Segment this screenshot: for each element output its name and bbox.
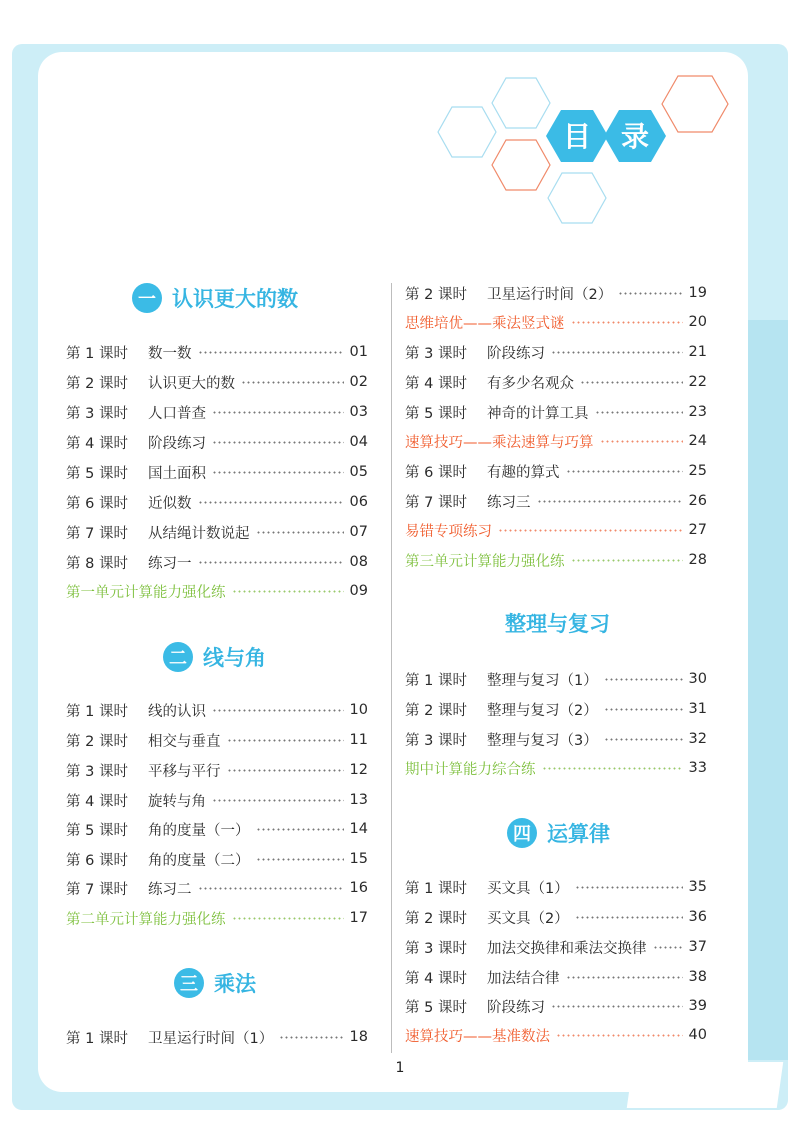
topic-label: 加法交换律和乘法交换律 bbox=[487, 940, 647, 957]
toc-entry[interactable] bbox=[66, 789, 368, 811]
page-ref: 36 bbox=[688, 909, 707, 925]
page-ref: 39 bbox=[688, 998, 707, 1014]
page-ref: 23 bbox=[688, 404, 707, 420]
toc-entry[interactable] bbox=[66, 551, 368, 573]
topic-label: 买文具（2） bbox=[487, 910, 569, 927]
lesson-label: 第 1 课时 bbox=[66, 1030, 128, 1047]
page-ref: 19 bbox=[688, 285, 707, 301]
topic-label: 买文具（1） bbox=[487, 880, 569, 897]
toc-entry[interactable] bbox=[405, 341, 707, 363]
page-ref: 30 bbox=[688, 671, 707, 687]
dot-leader bbox=[198, 351, 344, 354]
page-ref: 10 bbox=[349, 702, 368, 718]
dot-leader bbox=[571, 559, 683, 562]
dot-leader bbox=[198, 887, 344, 890]
dot-leader bbox=[232, 590, 344, 593]
page-ref: 32 bbox=[688, 731, 707, 747]
page-ref: 40 bbox=[688, 1027, 707, 1043]
section-badge: 四 bbox=[507, 818, 537, 848]
topic-label: 练习一 bbox=[148, 555, 192, 572]
toc-entry[interactable] bbox=[66, 371, 368, 393]
lesson-label: 第 3 课时 bbox=[66, 405, 128, 422]
dot-leader bbox=[618, 292, 682, 295]
topic-label: 从结绳计数说起 bbox=[148, 525, 250, 542]
toc-entry[interactable] bbox=[66, 729, 368, 751]
topic-label: 人口普查 bbox=[148, 405, 206, 422]
dot-leader bbox=[198, 501, 344, 504]
lesson-label: 第 5 课时 bbox=[405, 999, 467, 1016]
lesson-label: 第 1 课时 bbox=[405, 880, 467, 897]
toc-entry[interactable] bbox=[405, 966, 707, 988]
page-ref: 16 bbox=[349, 880, 368, 896]
lesson-label: 第 4 课时 bbox=[66, 793, 128, 810]
lesson-label: 第 6 课时 bbox=[405, 464, 467, 481]
topic-label: 国土面积 bbox=[148, 465, 206, 482]
dot-leader bbox=[227, 769, 344, 772]
dot-leader bbox=[212, 441, 344, 444]
page-ref: 22 bbox=[688, 374, 707, 390]
toc-entry-special[interactable] bbox=[405, 519, 707, 541]
lesson-label: 第 2 课时 bbox=[405, 910, 467, 927]
lesson-label: 第 7 课时 bbox=[66, 525, 128, 542]
toc-entry[interactable] bbox=[66, 491, 368, 513]
dot-leader bbox=[551, 351, 683, 354]
toc-entry[interactable] bbox=[405, 401, 707, 423]
dot-leader bbox=[580, 381, 683, 384]
dot-leader bbox=[604, 708, 683, 711]
toc-entry[interactable] bbox=[405, 490, 707, 512]
topic-label: 阶段练习 bbox=[487, 345, 545, 362]
topic-label: 整理与复习（2） bbox=[487, 702, 598, 719]
topic-label: 速算技巧——基准数法 bbox=[405, 1028, 550, 1045]
topic-label: 第二单元计算能力强化练 bbox=[66, 911, 226, 928]
dot-leader bbox=[279, 1036, 343, 1039]
page-ref: 15 bbox=[349, 851, 368, 867]
page-ref: 12 bbox=[349, 762, 368, 778]
section-heading-4 bbox=[505, 608, 610, 638]
toc-entry-special[interactable] bbox=[405, 311, 707, 333]
topic-label: 加法结合律 bbox=[487, 970, 560, 987]
toc-entry[interactable] bbox=[66, 401, 368, 423]
page-ref: 38 bbox=[688, 969, 707, 985]
lesson-label: 第 2 课时 bbox=[66, 733, 128, 750]
page-ref: 35 bbox=[688, 879, 707, 895]
section-badge: 三 bbox=[174, 968, 204, 998]
dot-leader bbox=[595, 411, 683, 414]
dot-leader bbox=[604, 738, 683, 741]
lesson-label: 第 7 课时 bbox=[66, 881, 128, 898]
topic-label: 角的度量（一） bbox=[148, 822, 250, 839]
page-ref: 03 bbox=[349, 404, 368, 420]
page-ref: 33 bbox=[688, 760, 707, 776]
topic-label: 期中计算能力综合练 bbox=[405, 761, 536, 778]
section-title-text: 认识更大的数 bbox=[172, 287, 298, 311]
lesson-label: 第 4 课时 bbox=[66, 435, 128, 452]
lesson-label: 第 2 课时 bbox=[405, 702, 467, 719]
column-divider bbox=[391, 283, 392, 1053]
page-ref: 26 bbox=[688, 493, 707, 509]
page-ref: 05 bbox=[349, 464, 368, 480]
topic-label: 线的认识 bbox=[148, 703, 206, 720]
toc-entry[interactable] bbox=[405, 876, 707, 898]
toc-entry[interactable] bbox=[66, 759, 368, 781]
toc-entry-special[interactable] bbox=[66, 580, 368, 602]
dot-leader bbox=[498, 529, 683, 532]
page-ref: 25 bbox=[688, 463, 707, 479]
topic-label: 神奇的计算工具 bbox=[487, 405, 589, 422]
lesson-label: 第 7 课时 bbox=[405, 494, 467, 511]
topic-label: 易错专项练习 bbox=[405, 523, 492, 540]
toc-entry[interactable] bbox=[405, 698, 707, 720]
page-ref: 20 bbox=[688, 314, 707, 330]
section-heading-5 bbox=[507, 818, 610, 848]
toc-entry[interactable] bbox=[66, 521, 368, 543]
dot-leader bbox=[256, 531, 344, 534]
dot-leader bbox=[212, 471, 344, 474]
section-badge: 一 bbox=[132, 283, 162, 313]
title-char-left: 目 bbox=[562, 120, 592, 153]
dot-leader bbox=[575, 916, 683, 919]
topic-label: 速算技巧——乘法速算与巧算 bbox=[405, 434, 594, 451]
hex-outline bbox=[492, 78, 550, 128]
dot-leader bbox=[653, 946, 683, 949]
lesson-label: 第 3 课时 bbox=[405, 345, 467, 362]
topic-label: 整理与复习（3） bbox=[487, 732, 598, 749]
dot-leader bbox=[212, 411, 344, 414]
toc-entry-special[interactable] bbox=[66, 907, 368, 929]
page-ref: 28 bbox=[688, 552, 707, 568]
hex-outline bbox=[438, 107, 496, 157]
dot-leader bbox=[198, 561, 344, 564]
topic-label: 相交与垂直 bbox=[148, 733, 221, 750]
page-ref: 13 bbox=[349, 792, 368, 808]
title-char-right: 录 bbox=[620, 120, 650, 153]
section-title-text: 乘法 bbox=[214, 972, 256, 996]
lesson-label: 第 4 课时 bbox=[405, 375, 467, 392]
page-ref: 06 bbox=[349, 494, 368, 510]
toc-entry[interactable] bbox=[66, 341, 368, 363]
topic-label: 近似数 bbox=[148, 495, 192, 512]
topic-label: 有多少名观众 bbox=[487, 375, 574, 392]
hex-outline bbox=[492, 140, 550, 190]
toc-entry[interactable] bbox=[405, 936, 707, 958]
topic-label: 有趣的算式 bbox=[487, 464, 560, 481]
page-ref: 18 bbox=[349, 1029, 368, 1045]
section-badge: 二 bbox=[163, 642, 193, 672]
section-heading-1 bbox=[132, 283, 298, 313]
lesson-label: 第 1 课时 bbox=[66, 345, 128, 362]
page-ref: 09 bbox=[349, 583, 368, 599]
toc-entry[interactable] bbox=[66, 1026, 368, 1048]
toc-entry[interactable] bbox=[405, 995, 707, 1017]
section-title-text: 整理与复习 bbox=[505, 612, 610, 636]
topic-label: 第三单元计算能力强化练 bbox=[405, 553, 565, 570]
dot-leader bbox=[256, 858, 344, 861]
dot-leader bbox=[600, 440, 683, 443]
lesson-label: 第 2 课时 bbox=[66, 375, 128, 392]
toc-entry-special[interactable] bbox=[405, 549, 707, 571]
dot-leader bbox=[212, 709, 344, 712]
dot-leader bbox=[566, 470, 683, 473]
section-heading-2 bbox=[163, 642, 266, 672]
page-ref: 08 bbox=[349, 554, 368, 570]
topic-label: 思维培优——乘法竖式谜 bbox=[405, 315, 565, 332]
lesson-label: 第 8 课时 bbox=[66, 555, 128, 572]
lesson-label: 第 5 课时 bbox=[66, 822, 128, 839]
page-ref: 01 bbox=[349, 344, 368, 360]
page-ref: 31 bbox=[688, 701, 707, 717]
page-ref: 37 bbox=[688, 939, 707, 955]
dot-leader bbox=[542, 767, 683, 770]
dot-leader bbox=[232, 917, 344, 920]
section-title-text: 运算律 bbox=[547, 822, 610, 846]
topic-label: 数一数 bbox=[148, 345, 192, 362]
dot-leader bbox=[551, 1005, 683, 1008]
toc-entry[interactable] bbox=[405, 668, 707, 690]
toc-entry[interactable] bbox=[66, 431, 368, 453]
dot-leader bbox=[537, 500, 683, 503]
page-ref: 27 bbox=[688, 522, 707, 538]
toc-entry[interactable] bbox=[405, 906, 707, 928]
toc-entry[interactable] bbox=[66, 461, 368, 483]
topic-label: 第一单元计算能力强化练 bbox=[66, 584, 226, 601]
topic-label: 阶段练习 bbox=[487, 999, 545, 1016]
topic-label: 平移与平行 bbox=[148, 763, 221, 780]
toc-entry[interactable] bbox=[66, 699, 368, 721]
page-ref: 14 bbox=[349, 821, 368, 837]
toc-entry-special[interactable] bbox=[405, 430, 707, 452]
page-ref: 07 bbox=[349, 524, 368, 540]
dot-leader bbox=[571, 321, 683, 324]
toc-entry[interactable] bbox=[66, 848, 368, 870]
page-number: 1 bbox=[395, 1060, 405, 1076]
toc-entry-special[interactable] bbox=[405, 757, 707, 779]
hex-outline bbox=[662, 76, 728, 132]
lesson-label: 第 3 课时 bbox=[66, 763, 128, 780]
dot-leader bbox=[575, 886, 683, 889]
topic-label: 角的度量（二） bbox=[148, 852, 250, 869]
topic-label: 整理与复习（1） bbox=[487, 672, 598, 689]
lesson-label: 第 6 课时 bbox=[66, 852, 128, 869]
page-ref: 21 bbox=[688, 344, 707, 360]
toc-entry[interactable] bbox=[405, 728, 707, 750]
dot-leader bbox=[212, 799, 344, 802]
page-ref: 04 bbox=[349, 434, 368, 450]
lesson-label: 第 6 课时 bbox=[66, 495, 128, 512]
topic-label: 卫星运行时间（1） bbox=[148, 1030, 274, 1047]
lesson-label: 第 4 课时 bbox=[405, 970, 467, 987]
topic-label: 练习三 bbox=[487, 494, 531, 511]
page-ref: 02 bbox=[349, 374, 368, 390]
dot-leader bbox=[256, 828, 344, 831]
topic-label: 认识更大的数 bbox=[148, 375, 235, 392]
lesson-label: 第 1 课时 bbox=[66, 703, 128, 720]
toc-entry[interactable] bbox=[405, 460, 707, 482]
page-ref: 11 bbox=[349, 732, 368, 748]
topic-label: 卫星运行时间（2） bbox=[487, 286, 613, 303]
dot-leader bbox=[241, 381, 344, 384]
lesson-label: 第 5 课时 bbox=[405, 405, 467, 422]
page-ref: 17 bbox=[349, 910, 368, 926]
dot-leader bbox=[227, 739, 344, 742]
toc-entry-special[interactable] bbox=[405, 1024, 707, 1046]
title-hexagons bbox=[430, 70, 740, 235]
lesson-label: 第 3 课时 bbox=[405, 940, 467, 957]
section-heading-3 bbox=[174, 968, 256, 998]
hex-outline bbox=[548, 173, 606, 223]
dot-leader bbox=[556, 1034, 683, 1037]
dot-leader bbox=[604, 678, 683, 681]
topic-label: 练习二 bbox=[148, 881, 192, 898]
toc-entry[interactable] bbox=[66, 818, 368, 840]
topic-label: 旋转与角 bbox=[148, 793, 206, 810]
page-ref: 24 bbox=[688, 433, 707, 449]
toc-entry[interactable] bbox=[405, 282, 707, 304]
lesson-label: 第 1 课时 bbox=[405, 672, 467, 689]
dot-leader bbox=[566, 976, 683, 979]
lesson-label: 第 2 课时 bbox=[405, 286, 467, 303]
topic-label: 阶段练习 bbox=[148, 435, 206, 452]
lesson-label: 第 3 课时 bbox=[405, 732, 467, 749]
toc-entry[interactable] bbox=[66, 877, 368, 899]
lesson-label: 第 5 课时 bbox=[66, 465, 128, 482]
toc-entry[interactable] bbox=[405, 371, 707, 393]
section-title-text: 线与角 bbox=[203, 646, 266, 670]
